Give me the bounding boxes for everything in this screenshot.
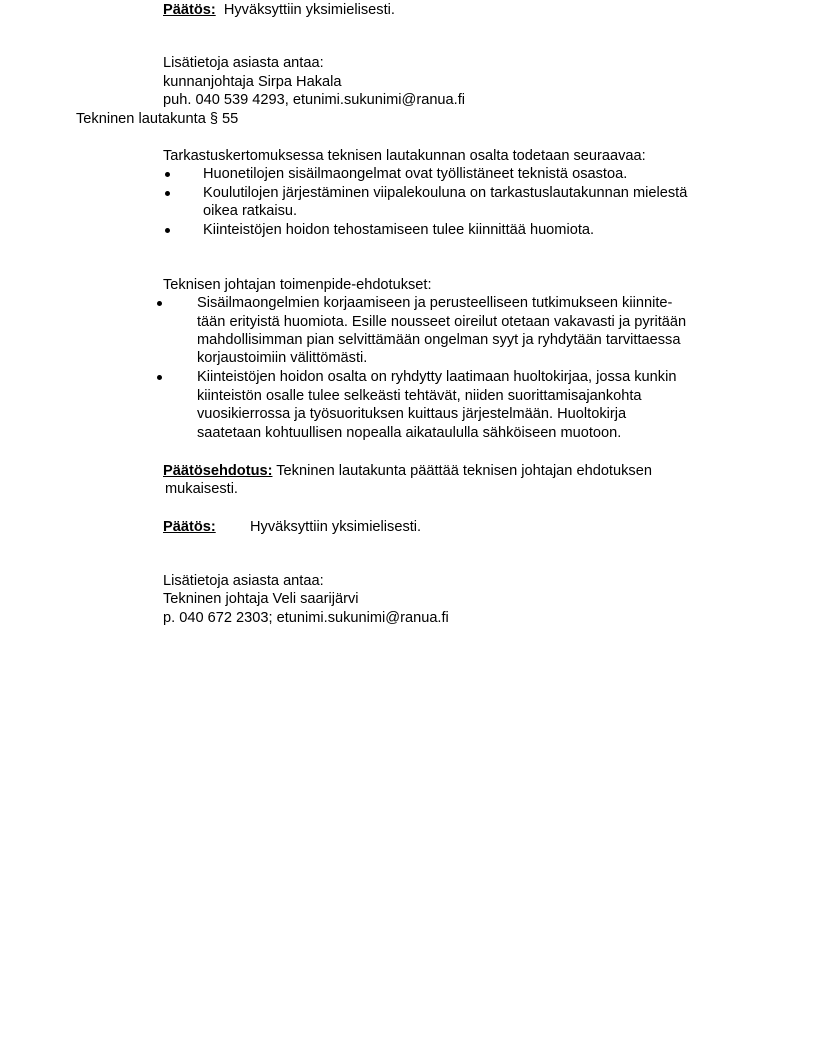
- finding-item-cont: oikea ratkaisu.: [203, 203, 298, 219]
- contact-name: Tekninen johtaja Veli saarijärvi: [163, 591, 359, 607]
- decision-text: Hyväksyttiin yksimielisesti.: [250, 519, 422, 535]
- proposal-decision-cont: mukaisesti.: [165, 481, 238, 497]
- section-title: Tekninen lautakunta § 55: [76, 111, 239, 127]
- finding-item: Kiinteistöjen hoidon tehostamiseen tulee kiinnittää huomiota.: [203, 222, 595, 238]
- decision-top: [163, 1, 395, 19]
- proposal-item: Kiinteistöjen hoidon osalta on ryhdytty laatimaan huoltokirjaa, jossa kunkin: [197, 369, 677, 385]
- contact-phone: puh. 040 539 4293, etunimi.sukunimi@ranua.fi: [163, 92, 466, 108]
- decision-text: Hyväksyttiin yksimielisesti.: [223, 2, 395, 18]
- proposal-decision-text: Tekninen lautakunta päättää teknisen johtajan ehdotuksen: [276, 463, 652, 479]
- contact-heading: Lisätietoja asiasta antaa:: [163, 55, 324, 71]
- contact-phone: p. 040 672 2303; etunimi.sukunimi@ranua.fi: [163, 610, 449, 626]
- proposals-intro: Teknisen johtajan toimenpide-ehdotukset:: [163, 277, 432, 293]
- bullet-icon: [165, 228, 170, 233]
- decision-label: Päätös:: [163, 2, 216, 18]
- proposal-item-cont: tään erityistä huomiota. Esille nousseet oireilut otetaan vakavasti ja pyritään: [197, 314, 687, 330]
- contact-heading: Lisätietoja asiasta antaa:: [163, 573, 324, 589]
- proposal-item-cont: korjaustoimiin välittömästi.: [197, 350, 368, 366]
- proposal-item-cont: saatetaan kohtuullisen nopealla aikataululla sähköiseen muotoon.: [197, 425, 622, 441]
- finding-item: Huonetilojen sisäilmaongelmat ovat työllistäneet teknistä osastoa.: [203, 166, 628, 182]
- bullet-icon: [165, 172, 170, 177]
- bullet-icon: [157, 301, 162, 306]
- decision-label: Päätös:: [163, 519, 216, 535]
- contact-name: kunnanjohtaja Sirpa Hakala: [163, 74, 342, 90]
- finding-item: Koulutilojen järjestäminen viipalekouluna on tarkastuslautakunnan mielestä: [203, 185, 688, 201]
- proposal-decision: [163, 462, 652, 480]
- proposal-decision-label: Päätösehdotus:: [163, 463, 273, 479]
- bullet-icon: [165, 191, 170, 196]
- findings-intro: Tarkastuskertomuksessa teknisen lautakunnan osalta todetaan seuraavaa:: [163, 148, 646, 164]
- proposal-item: Sisäilmaongelmien korjaamiseen ja perusteelliseen tutkimukseen kiinnite-: [197, 295, 673, 311]
- proposal-item-cont: kiinteistön osalle tulee selkeästi tehtävät, niiden suorittamisajankohta: [197, 388, 642, 404]
- proposal-item-cont: mahdollisimman pian selvittämään ongelman syyt ja ryhdytään tarvittaessa: [197, 332, 681, 348]
- bullet-icon: [157, 375, 162, 380]
- proposal-item-cont: vuosikierrossa ja työsuorituksen kuittaus järjestelmään. Huoltokirja: [197, 406, 627, 422]
